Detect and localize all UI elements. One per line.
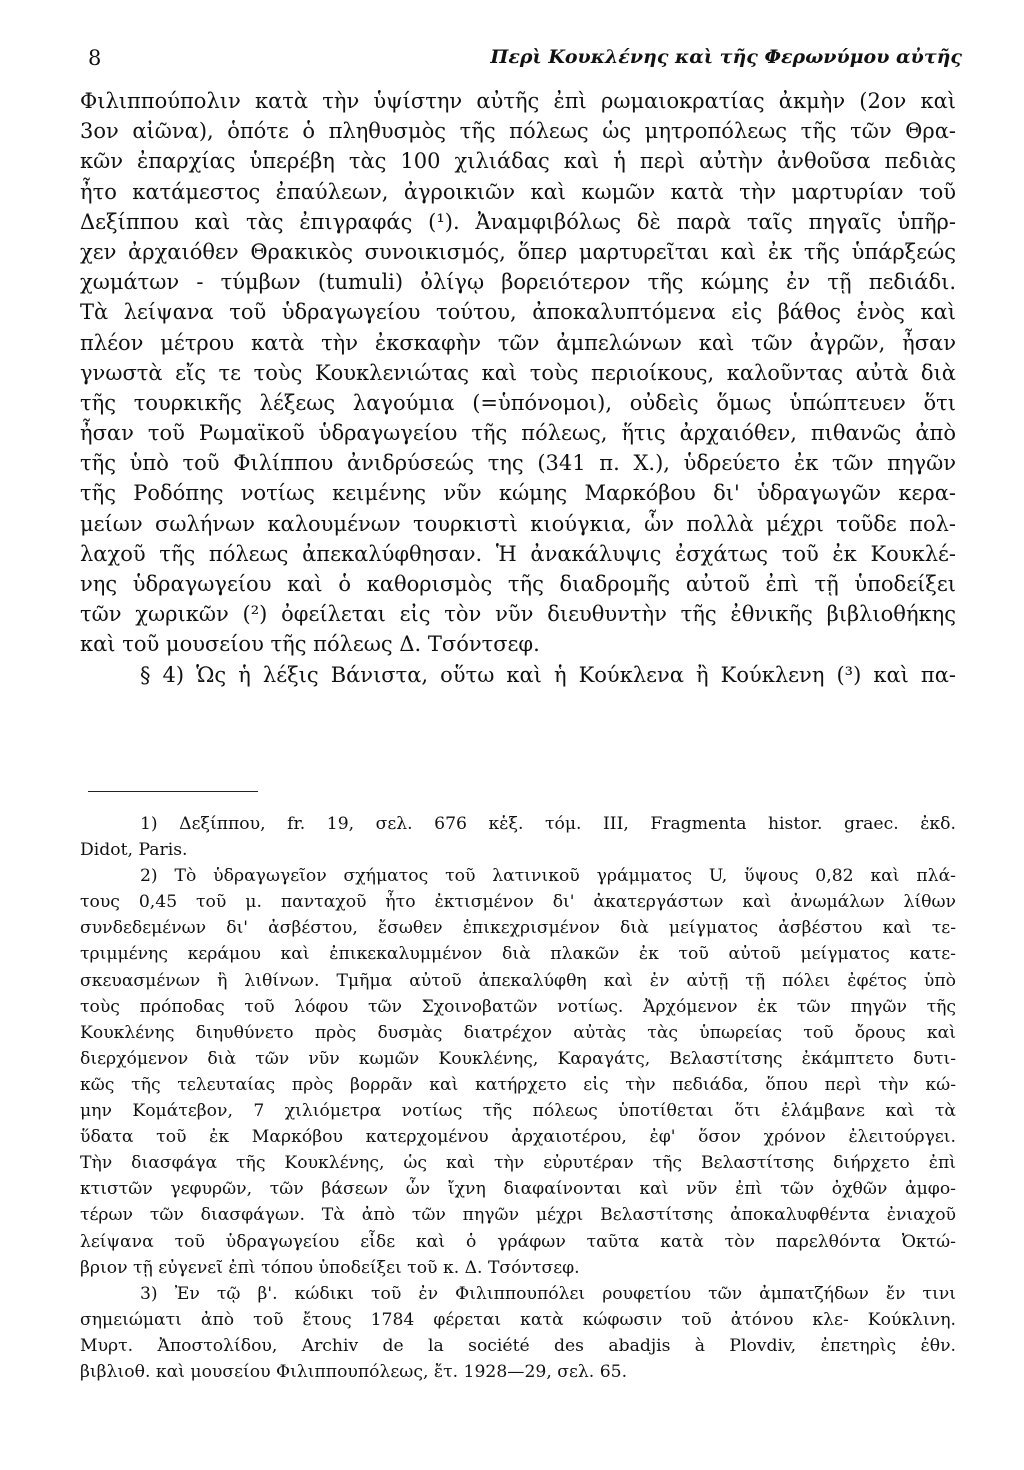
page-number: 8 (88, 46, 102, 70)
footnotes (80, 811, 956, 1385)
footnote-line: σημειώματι ἀπὸ τοῦ ἔτους 1784 φέρεται κατὰ κώφωσιν τοῦ ἀτόνου κλε- Κούκλινη. (80, 1309, 956, 1330)
body-line: Δεξίππου καὶ τὰς ἐπιγραφάς (¹). Ἀναμφιβόλως δὲ παρὰ ταῖς πηγαῖς ὑπῆρ- (80, 209, 956, 234)
body-line: γνωστὰ εἴς τε τοὺς Κουκλενιώτας καὶ τοὺς περιοίκους, καλοῦντας αὐτὰ διὰ (80, 360, 956, 385)
footnote-line: συνδεδεμένων δι' ἀσβέστου, ἔσωθεν ἐπικεχρισμένον διὰ μείγματος ἀσβέστου καὶ τε- (80, 918, 956, 939)
body-line: κῶν ἐπαρχίας ὑπερέβη τὰς 100 χιλιάδας καὶ ἡ περὶ αὐτὴν ἀνθοῦσα πεδιὰς (80, 149, 956, 174)
footnote-line: τριμμένης κεράμου καὶ ἐπικεκαλυμμένον διὰ πλακῶν ἐκ τοῦ αὐτοῦ μείγματος κατε- (80, 944, 956, 965)
footnote-line: Τὴν διασφάγα τῆς Κουκλένης, ὡς καὶ τὴν εὐρυτέραν τῆς Βελαστίτσης διήρχετο ἐπὶ (80, 1153, 956, 1174)
body-line: ἦτο κατάμεστος ἐπαύλεων, ἀγροικιῶν καὶ κωμῶν κατὰ τὴν μαρτυρίαν τοῦ (80, 179, 956, 204)
footnote-line: ὕδατα τοῦ ἐκ Μαρκόβου κατερχομένου ἀρχαιοτέρου, ἐφ' ὅσον χρόνον ἐλειτούργει. (80, 1127, 956, 1148)
running-head: Περὶ Κουκλένης καὶ τῆς Φερωνύμου αὐτῆς (490, 46, 962, 68)
footnote-line: τους 0,45 τοῦ μ. πανταχοῦ ἦτο ἐκτισμένον δι' ἀκατεργάστων καὶ ἀνωμάλων λίθων (80, 892, 956, 913)
body-line: 3ον αἰῶνα), ὁπότε ὁ πληθυσμὸς τῆς πόλεως ὡς μητροπόλεως τῆς τῶν Θρα- (80, 119, 956, 144)
footnote-line: βιβλιοθ. καὶ μουσείου Φιλιππουπόλεως, ἔτ. 1928—29, σελ. 65. (80, 1361, 628, 1382)
body-line: πλέον μέτρου κατὰ τὴν ἐκσκαφὴν τῶν ἀμπελώνων καὶ τῶν ἀγρῶν, ἦσαν (80, 330, 956, 355)
footnote-line: 2) Τὸ ὑδραγωγεῖον σχήματος τοῦ λατινικοῦ γράμματος U, ὕψους 0,82 καὶ πλά- (140, 866, 956, 887)
footnote-line: Μυρτ. Ἀποστολίδου, Archiv de la société des abadjis à Plovdiv, ἐπετηρὶς ἐθν. (80, 1335, 956, 1356)
footnote-line: τοὺς πρόποδας τοῦ λόφου τῶν Σχοινοβατῶν νοτίως. Ἀρχόμενον ἐκ τῶν πηγῶν τῆς (80, 996, 956, 1017)
body-line: τῆς ὑπὸ τοῦ Φιλίππου ἀνιδρύσεώς της (341 π. Χ.), ὑδρεύετο ἐκ τῶν πηγῶν (80, 451, 956, 476)
body-line: χωμάτων - τύμβων (tumuli) ὀλίγῳ βορειότερον τῆς κώμης ἐν τῇ πεδιάδι. (80, 270, 956, 295)
footnote-line: τέρων τῶν διασφάγων. Τὰ ἀπὸ τῶν πηγῶν μέχρι Βελαστίτσης ἀποκαλυφθέντα ἐνιαχοῦ (80, 1205, 956, 1226)
footnote-line: σκευασμένων ἢ λιθίνων. Τμῆμα αὐτοῦ ἀπεκαλύφθη καὶ ἐν αὐτῇ τῇ πόλει ἐφέτος ὑπὸ (80, 970, 956, 991)
footnote-line: 1) Δεξίππου, fr. 19, σελ. 676 κἑξ. τόμ. III, Fragmenta histor. graec. ἐκδ. (140, 814, 956, 834)
body-line: καὶ τοῦ μουσείου τῆς πόλεως Δ. Τσόντσεφ. (80, 632, 540, 657)
footnote-line: Κουκλένης διηυθύνετο πρὸς δυσμὰς διατρέχον αὐτὰς τὰς ὑπωρείας τοῦ ὄρους καὶ (80, 1022, 956, 1043)
footnote-line: κῶς τῆς τελευταίας πρὸς βορρᾶν καὶ κατήρχετο εἰς τὴν πεδιάδα, ὅπου περὶ τὴν κώ- (80, 1074, 956, 1095)
body-line: ἦσαν τοῦ Ρωμαϊκοῦ ὑδραγωγείου τῆς πόλεως, ἥτις ἀρχαιόθεν, πιθανῶς ἀπὸ (80, 421, 956, 446)
footnote-line: 3) Ἐν τῷ β'. κώδικι τοῦ ἐν Φιλιππουπόλει ρουφετίου τῶν ἀμπατζήδων ἔν τινι (140, 1283, 956, 1304)
footnote-line: Didot, Paris. (80, 840, 188, 861)
page-header (88, 46, 962, 76)
body-line: τῆς τουρκικῆς λέξεως λαγούμια (=ὑπόνομοι), οὐδεὶς ὅμως ὑπώπτευεν ὅτι (80, 390, 956, 415)
footnote-line: κτιστῶν γεφυρῶν, τῶν βάσεων ὧν ἴχνη διαφαίνονται καὶ νῦν ἐπὶ τῶν ὀχθῶν ἀμφο- (80, 1179, 956, 1200)
body-line: Φιλιππούπολιν κατὰ τὴν ὑψίστην αὐτῆς ἐπὶ ρωμαιοκρατίας ἀκμὴν (2ον καὶ (80, 89, 956, 113)
body-line: μείων σωλήνων καλουμένων τουρκιστὶ κιούγκια, ὧν πολλὰ μέχρι τοῦδε πολ- (80, 511, 956, 536)
footnote-line: μην Κομάτεβον, 7 χιλιόμετρα νοτίως τῆς πόλεως ὑποτίθεται ὅτι ἐλάμβανε καὶ τὰ (80, 1101, 956, 1122)
footnote-rule (88, 791, 258, 792)
body-line: Τὰ λείψανα τοῦ ὑδραγωγείου τούτου, ἀποκαλυπτόμενα εἰς βάθος ἑνὸς καὶ (80, 300, 956, 325)
body-line: χεν ἀρχαιόθεν Θρακικὸς συνοικισμός, ὅπερ μαρτυρεῖται καὶ ἐκ τῆς ὑπάρξεώς (80, 239, 956, 264)
body-line: § 4) Ὡς ἡ λέξις Βάνιστα, οὕτω καὶ ἡ Κούκλενα ἢ Κούκλενη (³) καὶ πα- (140, 662, 956, 687)
body-text (80, 86, 956, 690)
body-line: λαχοῦ τῆς πόλεως ἀπεκαλύφθησαν. Ἡ ἀνακάλυψις ἐσχάτως τοῦ ἐκ Κουκλέ- (80, 541, 956, 566)
footnote-line: διερχόμενον διὰ τῶν νῦν κωμῶν Κουκλένης, Καραγάτς, Βελαστίτσης ἐκάμπτετο δυτι- (80, 1048, 956, 1069)
body-line: τῶν χωρικῶν (²) ὀφείλεται εἰς τὸν νῦν διευθυντὴν τῆς ἐθνικῆς βιβλιοθήκης (80, 602, 956, 627)
body-line: νης ὑδραγωγείου καὶ ὁ καθορισμὸς τῆς διαδρομῆς αὐτοῦ ἐπὶ τῇ ὑποδείξει (80, 572, 956, 596)
body-line: τῆς Ροδόπης νοτίως κειμένης νῦν κώμης Μαρκόβου δι' ὑδραγωγῶν κερα- (80, 481, 956, 506)
footnote-line: βριον τῇ εὐγενεῖ ἐπὶ τόπου ὑποδείξει τοῦ κ. Δ. Τσόντσεφ. (80, 1257, 580, 1278)
footnote-line: λείψανα τοῦ ὑδραγωγείου εἶδε καὶ ὁ γράφων ταῦτα κατὰ τὸν παρελθόντα Ὀκτώ- (80, 1231, 956, 1252)
